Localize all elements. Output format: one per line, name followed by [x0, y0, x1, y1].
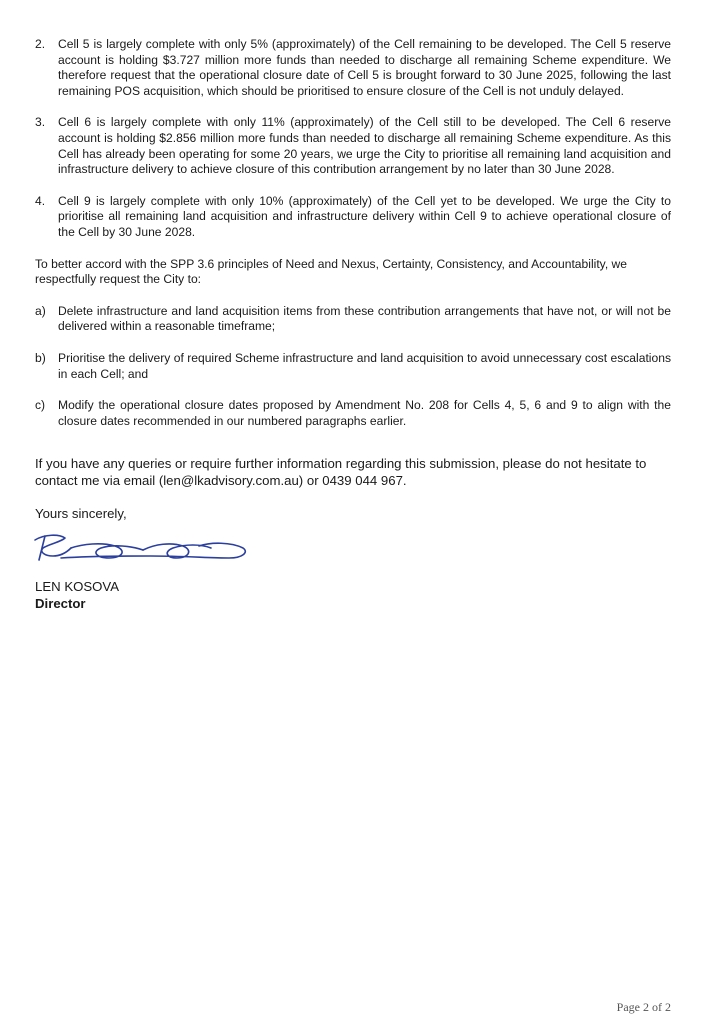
list-marker: 3. — [35, 115, 46, 130]
request-text: Prioritise the delivery of required Scheme infrastructure and land acquisition to avoid unnecessary cost escalations in each Cell; and — [58, 350, 671, 381]
list-marker: a) — [35, 303, 46, 318]
request-item-a — [35, 304, 671, 335]
list-marker: c) — [35, 398, 46, 413]
request-text: Delete infrastructure and land acquisition items from these contribution arrangements that have not, or will not be delivered within a reasonable timeframe; — [58, 303, 671, 334]
paragraph-text: Cell 9 is largely complete with only 10% (approximately) of the Cell yet to be developed. We urge the City to prioritise all remaining land acquisition and infrastructure delivery within Cell 9 to achieve operational closure of the Cell by 30 June 2028. — [58, 193, 671, 239]
letter-body — [35, 37, 671, 612]
signatory-title: Director — [35, 596, 86, 612]
paragraph-text: Cell 6 is largely complete with only 11% (approximately) of the Cell still to be developed. The Cell 6 reserve account is holding $2.856 million more funds than needed to discharge all remaining Scheme expenditure. As this Cell has already been operating for some 20 years, we urge the City to prioritise all remaining land acquisition and infrastructure delivery to achieve closure of this contribution arrangement by no later than 30 June 2028. — [58, 115, 671, 177]
request-item-c — [35, 398, 671, 429]
list-marker: 4. — [35, 193, 46, 208]
numbered-paragraphs — [35, 37, 671, 241]
numbered-paragraph-4 — [35, 194, 671, 241]
list-marker: b) — [35, 350, 46, 365]
paragraph-text: Cell 5 is largely complete with only 5% (approximately) of the Cell remaining to be developed. The Cell 5 reserve account is holding $3.727 million more funds than needed to discharge all remaining Scheme expenditure. We therefore request that the operational closure date of Cell 5 is brought forward to 30 June 2025, following the last remaining POS acquisition, which should be prioritised to ensure closure of the Cell is not unduly delayed. — [58, 37, 671, 98]
intro-paragraph: To better accord with the SPP 3.6 principles of Need and Nexus, Certainty, Consistency, and Accountability, we respectfully request the City to: — [35, 256, 628, 287]
request-text: Modify the operational closure dates proposed by Amendment No. 208 for Cells 4, 5, 6 and 9 to align with the closure dates recommended in our numbered paragraphs earlier. — [58, 398, 671, 428]
numbered-paragraph-2 — [35, 37, 671, 99]
list-marker: 2. — [35, 37, 46, 51]
request-item-b — [35, 351, 671, 382]
signature-image — [31, 530, 251, 568]
signoff: Yours sincerely, — [35, 506, 127, 522]
signatory-name: LEN KOSOVA — [35, 579, 120, 595]
closing-paragraph: If you have any queries or require further information regarding this submission, please do not hesitate to contact me via email (len@lkadvisory.com.au) or 0439 044 967. — [35, 456, 647, 489]
numbered-paragraph-3 — [35, 115, 671, 177]
page-number: Page 2 of 2 — [616, 1000, 671, 1014]
lettered-requests — [35, 304, 671, 430]
